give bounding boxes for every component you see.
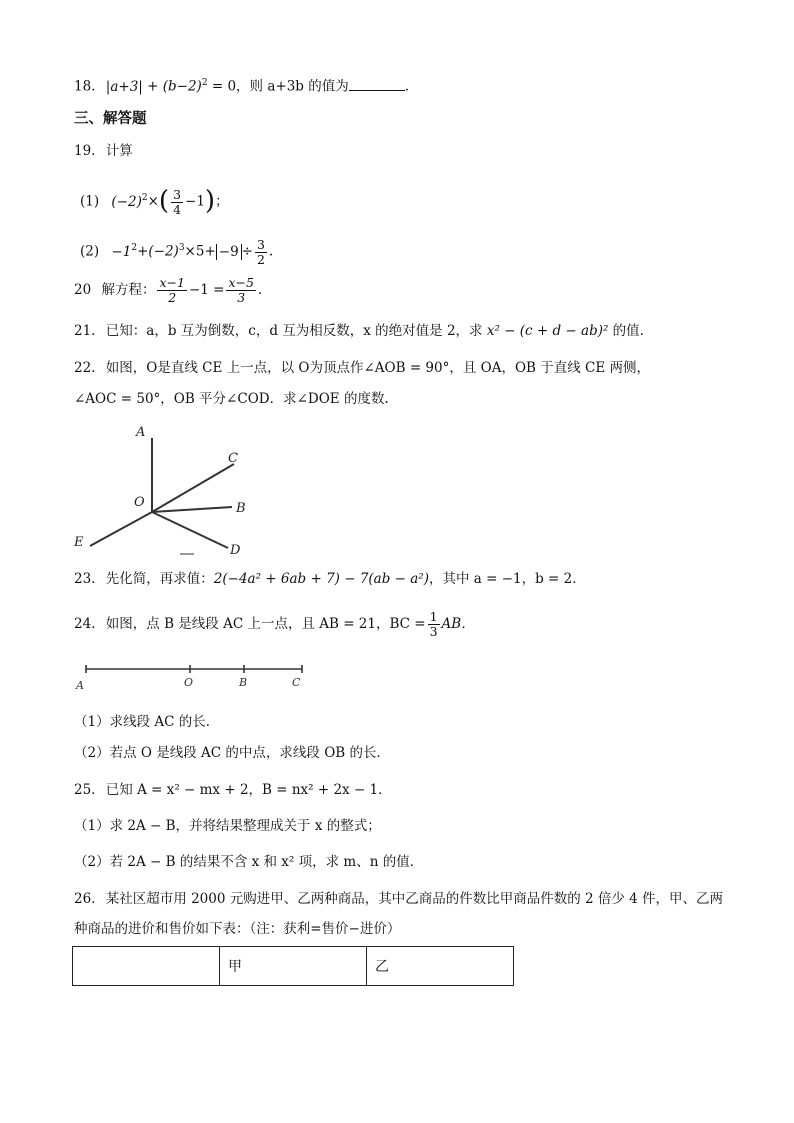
right-paren: ) [204,186,216,216]
question-text: 如图，O是直线 CE 上一点，以 O为顶点作∠AOB = 90°，且 OA，OB 于直线 CE 两侧， [105,360,650,376]
fraction [428,610,440,639]
numerator: 3 [256,236,265,252]
abs-value: −9 [216,244,242,260]
numerator: x−1 [159,275,185,290]
price-table [72,946,514,986]
question-22-line-2: ∠AOC = 50°，OB 平分∠COD．求∠DOE 的度数. [74,391,389,407]
times-sign: × [147,193,159,210]
numerator: x−5 [228,275,254,290]
question-19-part-1 [80,178,229,222]
question-text-end: AB． [441,616,475,632]
question-number: 23. [74,571,96,587]
fraction [171,188,183,217]
exponent: 2 [201,78,208,88]
question-18 [74,74,409,96]
period: . [257,282,263,298]
question-24-part-2: （2）若点 O 是线段 AC 的中点，求线段 OB 的长． [74,745,390,761]
table-cell-jia: 甲 [220,947,367,986]
question-text: 计算 [105,143,133,159]
question-25 [74,781,392,799]
question-number: 22. [74,360,96,376]
ray-oe [90,512,152,546]
question-text: ，则 a+3b 的值为 [236,78,349,95]
label-o: O [134,495,145,510]
minus-one: −1 [185,193,205,210]
part-label: (1) [80,193,100,210]
question-26-line-2: 种商品的进价和售价如下表：（注：获利=售价−进价） [74,921,401,937]
exponent: 2 [131,243,138,253]
question-text: 已知：a，b 互为倒数，c，d 互为相反数，x 的绝对值是 2，求 [105,323,487,339]
section-heading: 三、解答题 [74,111,147,127]
question-text-end: 的值. [608,323,644,339]
ray-oc [152,464,234,512]
label-o: O [184,676,194,689]
question-text: 某社区超市用 2000 元购进甲、乙两种商品，其中乙商品的件数比甲商品件数的 2 倍少 4 件，甲、乙两 [105,891,724,907]
question-number: 19. [74,143,96,159]
question-20 [74,272,262,308]
numerator: 1 [429,609,438,624]
numerator: 3 [173,186,182,202]
question-text: 已知 A = x² − mx + 2，B = nx² + 2x − 1． [105,782,392,798]
abs-expression: |a+3| [105,78,143,95]
question-24 [74,606,475,642]
label-c: C [292,676,301,689]
table-cell-yi: 乙 [367,947,514,986]
question-25-part-2: （2）若 2A − B 的结果不含 x 和 x² 项，求 m、n 的值． [74,854,424,870]
label-b: B [236,501,246,516]
label-a: A [136,425,146,440]
segment-figure [72,660,322,696]
question-21 [74,322,644,340]
divide-sign: ÷ [241,243,253,260]
period: . [404,78,410,95]
exponent: 3 [178,243,185,253]
question-number: 21. [74,323,96,339]
label-d: D [230,543,241,558]
equals-zero: = 0 [211,78,237,95]
term-c: ×5+ [184,243,216,260]
question-number: 24. [74,616,96,632]
question-number: 20 [74,282,92,298]
fraction-left [157,276,186,305]
label-c: C [228,451,238,466]
denominator: 3 [237,290,246,305]
semicolon: ； [215,193,229,210]
ray-od [152,512,228,548]
minus-one-equals: −1 = [188,282,225,298]
question-number: 26. [74,891,96,907]
fraction-right [226,276,255,305]
question-text: 解方程： [101,282,156,298]
question-text: 如图，点 B 是线段 AC 上一点，且 AB = 21，BC = [105,616,426,632]
question-number: 25. [74,782,96,798]
expression: x² − (c + d − ab)² [486,323,609,339]
label-b: B [239,676,248,689]
question-19 [74,142,133,160]
label-e: E [74,535,84,550]
base-expression: (−2) [111,193,142,210]
expression: 2(−4a² + 6ab + 7) − 7(ab − a²) [213,571,429,587]
question-number: 18. [74,78,96,95]
angle-figure [60,420,280,565]
condition: ，其中 a = −1，b = 2． [428,571,586,587]
fraction [255,238,267,267]
question-24-part-1: （1）求线段 AC 的长． [74,714,220,730]
denominator: 3 [429,624,438,639]
ray-ob [152,507,232,512]
part-label: (2) [80,243,100,260]
period: . [268,243,274,260]
question-23 [74,570,586,588]
term-a: −1 [111,243,132,260]
denominator: 4 [173,201,182,217]
answer-blank[interactable] [349,78,405,91]
term-b: +(−2) [137,243,179,260]
question-25-part-1: （1）求 2A − B，并将结果整理成关于 x 的整式； [74,818,381,834]
question-19-part-2 [80,230,273,270]
exponent: 2 [141,193,148,203]
question-22-line-1 [74,359,650,377]
denominator: 2 [256,251,265,267]
question-text: 先化简，再求值： [105,571,214,587]
denominator: 2 [168,290,177,305]
label-a: A [76,679,84,692]
question-26-line-1 [74,890,723,908]
left-paren: ( [158,186,170,216]
table-row [73,947,514,986]
plus-sign: + [147,78,159,95]
table-cell-empty [73,947,220,986]
square-expression: (b−2) [162,78,202,95]
